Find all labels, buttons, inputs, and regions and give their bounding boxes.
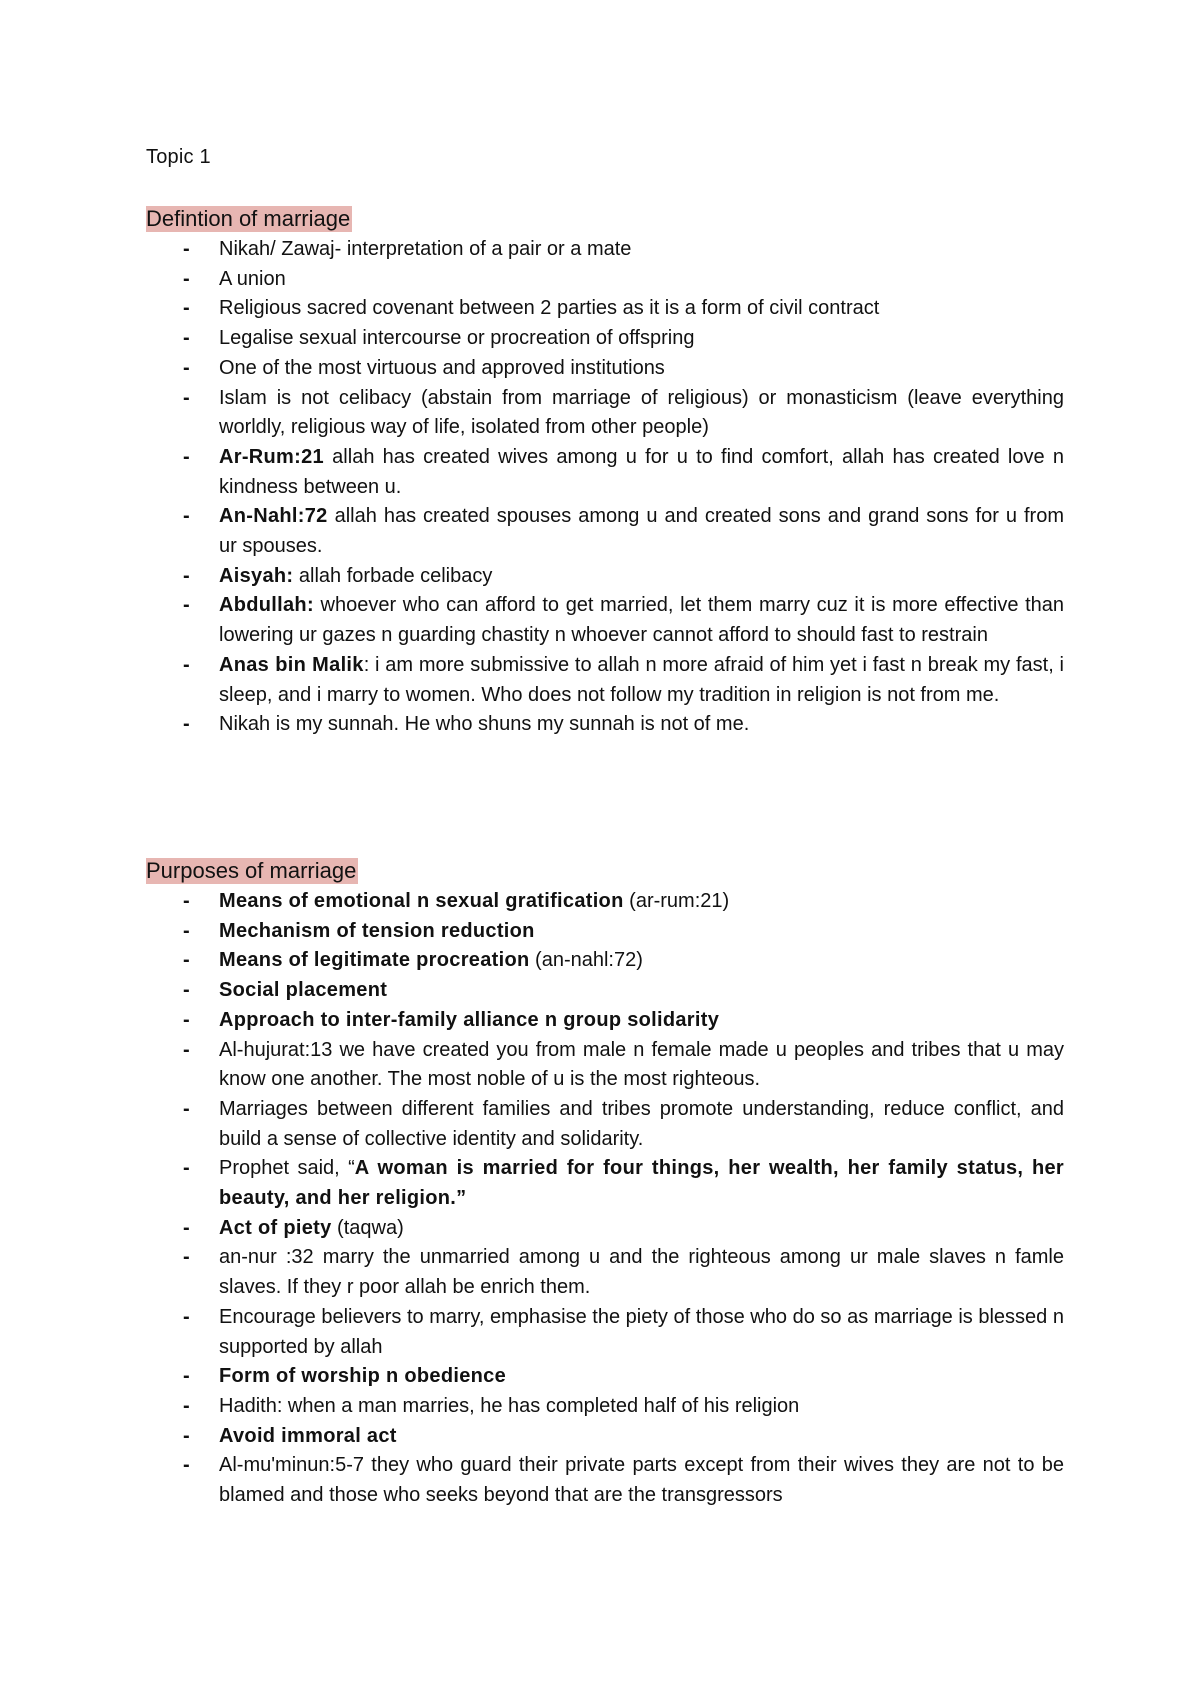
purposes-list bbox=[146, 887, 1064, 1511]
list-item bbox=[146, 917, 1064, 947]
text-segment: Religious sacred covenant between 2 parties as it is a form of civil contract bbox=[219, 297, 880, 320]
text-segment: an-nur :32 marry the unmarried among u and the righteous among ur male slaves n famle slaves. If they r poor allah be enrich them. bbox=[219, 1246, 1064, 1299]
list-item-text bbox=[219, 976, 1064, 1006]
list-item-text bbox=[219, 1095, 1064, 1154]
bold-text: Form of worship n obedience bbox=[219, 1365, 507, 1388]
dash-bullet: - bbox=[183, 505, 190, 528]
list-item-text bbox=[219, 562, 1064, 592]
text-segment: (ar-rum:21) bbox=[623, 890, 730, 912]
dash-bullet: - bbox=[183, 297, 190, 320]
text-segment: (an-nahl:72) bbox=[529, 949, 643, 972]
dash-bullet: - bbox=[183, 327, 190, 350]
text-segment: Islam is not celibacy (abstain from marriage of religious) or monasticism (leave everything worldly, religious way of life, isolated from other people) bbox=[219, 386, 1064, 439]
bold-text: Avoid immoral act bbox=[219, 1424, 397, 1447]
list-item bbox=[146, 946, 1064, 976]
dash-bullet: - bbox=[183, 1038, 190, 1061]
list-item bbox=[146, 235, 1064, 265]
list-item-text bbox=[219, 710, 1064, 740]
dash-bullet: - bbox=[183, 979, 190, 1002]
dash-bullet: - bbox=[183, 1305, 190, 1328]
bold-text: Aisyah: bbox=[219, 564, 294, 587]
list-item bbox=[146, 443, 1064, 502]
dash-bullet: - bbox=[183, 1454, 190, 1477]
dash-bullet: - bbox=[183, 1157, 190, 1180]
list-item bbox=[146, 1214, 1064, 1244]
list-item-text bbox=[219, 1451, 1064, 1510]
text-segment: Legalise sexual intercourse or procreation of offspring bbox=[219, 327, 695, 350]
dash-bullet: - bbox=[183, 1424, 190, 1447]
text-segment: A union bbox=[219, 267, 286, 290]
list-item bbox=[146, 354, 1064, 384]
bold-text: Approach to inter-family alliance n group solidarity bbox=[219, 1008, 720, 1031]
text-segment: allah forbade celibacy bbox=[293, 564, 493, 587]
list-item bbox=[146, 1303, 1064, 1362]
text-segment: Nikah is my sunnah. He who shuns my sunnah is not of me. bbox=[219, 713, 750, 736]
list-item-text bbox=[219, 294, 1064, 324]
bold-text: Abdullah: bbox=[219, 594, 314, 617]
text-segment: : i am more submissive to allah n more afraid of him yet i fast n break my fast, i sleep, and i marry to women. Who does not follow my tradition in religion is not from me. bbox=[219, 653, 1064, 706]
dash-bullet: - bbox=[183, 1394, 190, 1417]
list-item bbox=[146, 1451, 1064, 1510]
dash-bullet: - bbox=[183, 890, 190, 912]
topic-title: Topic 1 bbox=[146, 146, 211, 168]
list-item-text bbox=[219, 946, 1064, 976]
dash-bullet: - bbox=[183, 386, 190, 409]
dash-bullet: - bbox=[183, 1008, 190, 1031]
text-segment: Hadith: when a man marries, he has completed half of his religion bbox=[219, 1394, 800, 1417]
list-item bbox=[146, 710, 1064, 740]
dash-bullet: - bbox=[183, 1246, 190, 1269]
dash-bullet: - bbox=[183, 713, 190, 736]
heading-highlight: Purposes of marriage bbox=[146, 858, 357, 883]
heading-definition-of-marriage bbox=[146, 204, 352, 234]
dash-bullet: - bbox=[183, 919, 190, 942]
text-segment: Marriages between different families and tribes promote understanding, reduce conflict, and build a sense of collective identity and solidarity. bbox=[219, 1097, 1064, 1150]
list-item bbox=[146, 1422, 1064, 1452]
heading-highlight: Defintion of marriage bbox=[146, 206, 351, 231]
list-item-text bbox=[219, 1214, 1064, 1244]
bold-text: An-Nahl:72 bbox=[219, 505, 328, 528]
dash-bullet: - bbox=[183, 1365, 190, 1388]
dash-bullet: - bbox=[183, 564, 190, 587]
list-item-text bbox=[219, 235, 1064, 265]
list-item-text bbox=[219, 1154, 1064, 1213]
dash-bullet: - bbox=[183, 1216, 190, 1239]
text-segment: Al-mu'minun:5-7 they who guard their private parts except from their wives they are not to be blamed and those who seeks beyond that are the transgressors bbox=[219, 1454, 1064, 1507]
text-segment: One of the most virtuous and approved institutions bbox=[219, 356, 665, 379]
text-segment: allah has created wives among u for u to find comfort, allah has created love n kindness between u. bbox=[219, 445, 1064, 498]
bold-text: Ar-Rum:21 bbox=[219, 445, 324, 468]
bold-text: Means of emotional n sexual gratification bbox=[219, 890, 624, 912]
list-item-text bbox=[219, 354, 1064, 384]
list-item bbox=[146, 651, 1064, 710]
list-item-text bbox=[219, 265, 1064, 295]
bold-text: Social placement bbox=[219, 979, 388, 1002]
list-item bbox=[146, 562, 1064, 592]
list-item-text bbox=[219, 502, 1064, 561]
definition-list bbox=[146, 235, 1064, 740]
bold-text: Act of piety bbox=[219, 1216, 332, 1239]
text-segment: (taqwa) bbox=[331, 1216, 404, 1239]
list-item-text bbox=[219, 1362, 1064, 1392]
bold-text: Mechanism of tension reduction bbox=[219, 919, 535, 942]
dash-bullet: - bbox=[183, 594, 190, 617]
list-item-text bbox=[219, 443, 1064, 502]
list-item bbox=[146, 265, 1064, 295]
dash-bullet: - bbox=[183, 356, 190, 379]
text-segment: allah has created spouses among u and created sons and grand sons for u from ur spouses. bbox=[219, 505, 1064, 558]
bold-text: A woman is married for four things, her wealth, her family status, her beauty, and her religion.” bbox=[219, 1157, 1064, 1210]
text-segment: Nikah/ Zawaj- interpretation of a pair or a mate bbox=[219, 238, 632, 260]
text-segment: Encourage believers to marry, emphasise the piety of those who do so as marriage is blessed n supported by allah bbox=[219, 1305, 1064, 1358]
list-item-text bbox=[219, 384, 1064, 443]
dash-bullet: - bbox=[183, 653, 190, 676]
list-item bbox=[146, 1006, 1064, 1036]
list-item bbox=[146, 502, 1064, 561]
text-segment: Prophet said, “ bbox=[219, 1157, 355, 1180]
list-item-text bbox=[219, 1006, 1064, 1036]
list-item bbox=[146, 591, 1064, 650]
text-segment: Al-hujurat:13 we have created you from male n female made u peoples and tribes that u may know one another. The most noble of u is the most righteous. bbox=[219, 1038, 1064, 1091]
list-item bbox=[146, 887, 1064, 917]
list-item-text bbox=[219, 1303, 1064, 1362]
heading-purposes-of-marriage bbox=[146, 856, 358, 886]
list-item bbox=[146, 1392, 1064, 1422]
list-item bbox=[146, 294, 1064, 324]
list-item bbox=[146, 1154, 1064, 1213]
list-item bbox=[146, 976, 1064, 1006]
list-item-text bbox=[219, 1243, 1064, 1302]
list-item bbox=[146, 384, 1064, 443]
list-item bbox=[146, 324, 1064, 354]
dash-bullet: - bbox=[183, 1097, 190, 1120]
list-item-text bbox=[219, 917, 1064, 947]
list-item bbox=[146, 1036, 1064, 1095]
dash-bullet: - bbox=[183, 267, 190, 290]
bold-text: Anas bin Malik bbox=[219, 653, 364, 676]
list-item-text bbox=[219, 887, 1064, 917]
list-item-text bbox=[219, 1036, 1064, 1095]
list-item-text bbox=[219, 1392, 1064, 1422]
list-item-text bbox=[219, 1422, 1064, 1452]
list-item-text bbox=[219, 591, 1064, 650]
text-segment: whoever who can afford to get married, let them marry cuz it is more effective than lowering ur gazes n guarding chastity n whoever cannot afford to should fast to restrain bbox=[219, 594, 1064, 647]
dash-bullet: - bbox=[183, 238, 190, 260]
list-item bbox=[146, 1362, 1064, 1392]
list-item bbox=[146, 1095, 1064, 1154]
bold-text: Means of legitimate procreation bbox=[219, 949, 530, 972]
list-item-text bbox=[219, 324, 1064, 354]
dash-bullet: - bbox=[183, 949, 190, 972]
dash-bullet: - bbox=[183, 445, 190, 468]
list-item bbox=[146, 1243, 1064, 1302]
list-item-text bbox=[219, 651, 1064, 710]
